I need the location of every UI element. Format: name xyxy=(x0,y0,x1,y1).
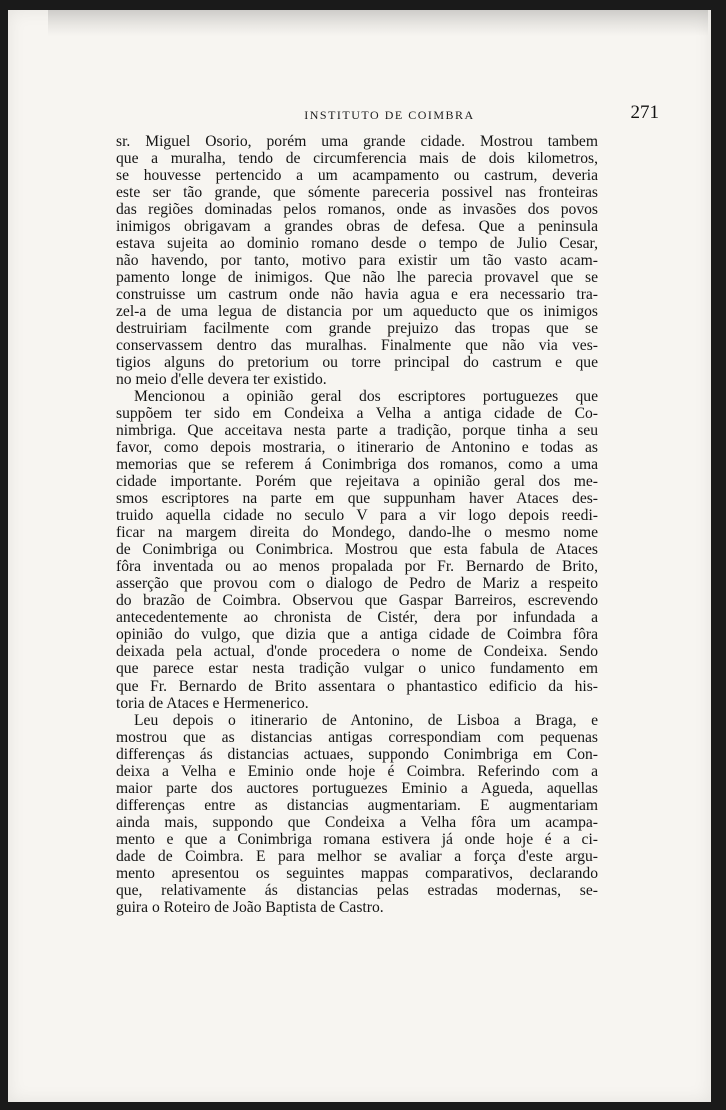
page-header xyxy=(8,102,711,132)
body-text xyxy=(116,133,598,916)
text-line: de Conimbriga ou Conimbrica. Mostrou que esta fabula de Ataces xyxy=(116,541,598,559)
text-line: no meio d'elle devera ter existido. xyxy=(116,371,327,389)
text-line: deixada pela actual, d'onde procedera o nome de Condeixa. Sendo xyxy=(116,643,598,661)
text-line: nimbriga. Que acceitava nesta parte a tradição, porque tinha a seu xyxy=(116,422,598,440)
book-page xyxy=(8,10,711,1102)
text-line: sr. Miguel Osorio, porém uma grande cidade. Mostrou tambem xyxy=(116,133,598,150)
text-line: mostrou que as distancias antigas correspondiam com pequenas xyxy=(116,728,598,746)
text-line: memorias que se referem á Conimbriga dos romanos, como a uma xyxy=(116,456,598,474)
text-line: das regiões dominadas pelos romanos, onde as invasões dos povos xyxy=(116,201,598,219)
text-line: opinião do vulgo, que dizia que a antiga cidade de Coimbra fôra xyxy=(116,626,598,644)
text-line: este ser tão grande, que sómente pareceria possivel nas fronteiras xyxy=(116,184,598,202)
text-line: differenças entre as distancias augmentariam. E augmentariam xyxy=(116,796,598,814)
text-line: construisse um castrum onde não havia agua e era necessario tra- xyxy=(116,286,598,304)
text-line: guira o Roteiro de João Baptista de Castro. xyxy=(116,898,384,916)
text-line: dade de Coimbra. E para melhor se avaliar a força d'este argu- xyxy=(116,847,598,865)
text-line: inimigos obrigavam a grandes obras de defesa. Que a peninsula xyxy=(116,218,598,236)
text-line: smos escriptores na parte em que suppunham haver Ataces des- xyxy=(116,490,598,508)
text-line: mento apresentou os seguintes mappas comparativos, declarando xyxy=(116,864,598,882)
text-line: conservassem dentro das muralhas. Finalmente que não via ves- xyxy=(116,337,598,355)
text-line: antecedentemente ao chronista de Cistér, dera por infundada a xyxy=(116,609,598,627)
text-line: não havendo, por tanto, motivo para existir um tão vasto acam- xyxy=(116,252,598,270)
text-line: deixa a Velha e Eminio onde hoje é Coimbra. Referindo com a xyxy=(116,762,598,780)
running-head: INSTITUTO DE COIMBRA xyxy=(304,108,475,122)
text-line: que a muralha, tendo de circumferencia mais de dois kilometros, xyxy=(116,150,598,168)
text-line: cidade importante. Porém que rejeitava a opinião geral dos me- xyxy=(116,473,598,491)
text-line: truido aquella cidade no seculo V para a vir logo depois reedi- xyxy=(116,507,598,525)
text-line: fôra inventada ou ao menos propalada por Fr. Bernardo de Brito, xyxy=(116,558,598,576)
text-line: toria de Ataces e Hermenerico. xyxy=(116,694,309,712)
text-line: mento e que a Conimbriga romana estivera já onde hoje é a ci- xyxy=(116,830,598,848)
text-line: differenças ás distancias actuaes, suppondo Conimbriga em Con- xyxy=(116,745,598,763)
text-line: estava sujeita ao dominio romano desde o tempo de Julio Cesar, xyxy=(116,235,598,253)
text-line: se houvesse pertencido a um acampamento ou castrum, deveria xyxy=(116,167,598,185)
text-line: que parece estar nesta tradição vulgar o unico fundamento em xyxy=(116,660,598,678)
text-line: do brazão de Coimbra. Observou que Gaspar Barreiros, escrevendo xyxy=(116,592,598,610)
scan-shadow xyxy=(48,10,708,36)
text-line: ficar na margem direita do Mondego, dando-lhe o mesmo nome xyxy=(116,524,598,542)
text-line: maior parte dos auctores portuguezes Eminio a Agueda, aquellas xyxy=(116,779,598,797)
text-line: pamento longe de inimigos. Que não lhe parecia provavel que se xyxy=(116,269,598,287)
text-line: favor, como depois mostraria, o itinerario de Antonino e todas as xyxy=(116,439,598,457)
page-number: 271 xyxy=(630,102,659,123)
text-line: zel-a de uma legua de distancia por um aqueducto que os inimigos xyxy=(116,303,598,321)
text-line: destruiriam facilmente com grande prejuizo das tropas que se xyxy=(116,320,598,338)
text-line: Leu depois o itinerario de Antonino, de Lisboa a Braga, e xyxy=(134,711,598,729)
text-line: tigios alguns do pretorium ou torre principal do castrum e que xyxy=(116,354,598,372)
text-line: que Fr. Bernardo de Brito assentara o phantastico edificio da his- xyxy=(116,677,598,695)
text-line: suppõem ter sido em Condeixa a Velha a antiga cidade de Co- xyxy=(116,405,598,423)
text-line: Mencionou a opinião geral dos escriptores portuguezes que xyxy=(134,388,598,406)
text-line: que, relativamente ás distancias pelas estradas modernas, se- xyxy=(116,881,598,899)
text-line: ainda mais, suppondo que Condeixa a Velha fôra um acampa- xyxy=(116,813,598,831)
text-line: asserção que provou com o dialogo de Pedro de Mariz a respeito xyxy=(116,575,598,593)
